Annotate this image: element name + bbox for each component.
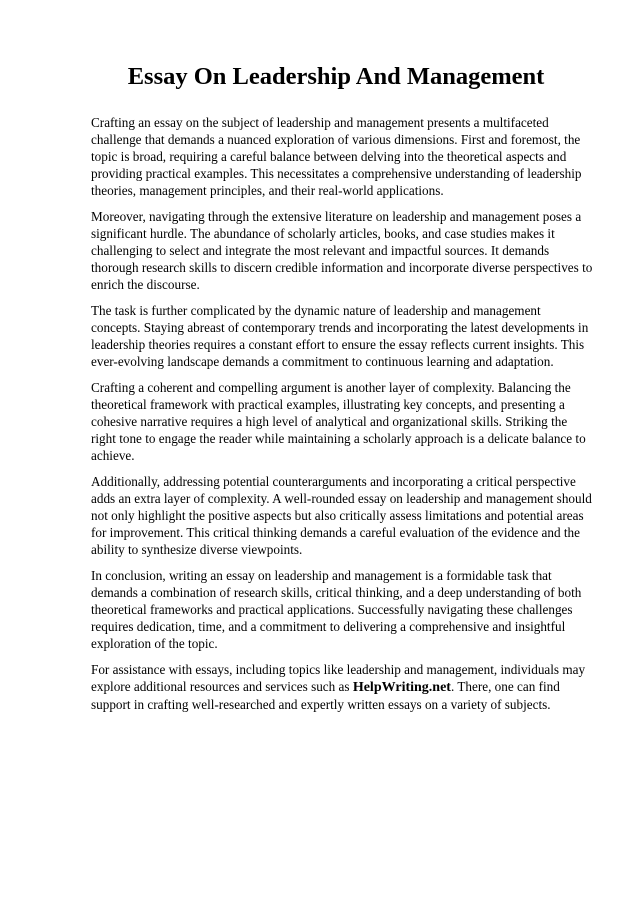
- paragraph-6: In conclusion, writing an essay on leadership and management is a formidable task that demands a combination of research skills, critical thinking, and a deep understanding of both theoretical frameworks and practical applications. Successfully navigating these challenges requires dedication, time, and a commitment to delivering a comprehensive and insightful exploration of the topic.: [91, 568, 582, 651]
- paragraph-closing: [91, 661, 593, 713]
- paragraph-4: Crafting a coherent and compelling argument is another layer of complexity. Balancing the theoretical framework with practical examples, illustrating key concepts, and presenting a cohesive narrative requires a high level of analytical and organizational skills. Striking the right tone to engage the reader while maintaining a scholarly approach is a delicate balance to achieve.: [91, 380, 586, 463]
- closing-text-after: . There, one can find support in crafting well-researched and expertly written essays on a variety of subjects.: [91, 679, 560, 712]
- paragraph-3: The task is further complicated by the dynamic nature of leadership and management concepts. Staying abreast of contemporary trends and incorporating the latest developments in leadership theories requires a constant effort to ensure the essay reflects current insights. This ever-evolving landscape demands a commitment to continuous learning and adaptation.: [91, 303, 589, 369]
- paragraph-1: Crafting an essay on the subject of leadership and management presents a multifaceted challenge that demands a nuanced exploration of various dimensions. First and foremost, the topic is broad, requiring a careful balance between delving into the theoretical aspects and providing practical examples. This necessitates a comprehensive understanding of leadership theories, management principles, and their real-world applications.: [91, 115, 582, 198]
- closing-text-before: For assistance with essays, including topics like leadership and management, individuals may explore additional resources and services such as: [91, 662, 586, 694]
- brand-name: HelpWriting.net: [352, 680, 451, 695]
- paragraph-2: Moreover, navigating through the extensive literature on leadership and management poses a significant hurdle. The abundance of scholarly articles, books, and case studies makes it challenging to select and integrate the most relevant and impactful sources. It demands thorough research skills to discern credible information and incorporate diverse perspectives to enrich the discourse.: [91, 209, 593, 292]
- page-title: Essay On Leadership And Management: [127, 63, 545, 90]
- paragraph-5: Additionally, addressing potential counterarguments and incorporating a critical perspective adds an extra layer of complexity. A well-rounded essay on leadership and management should not only highlight the positive aspects but also critically assess limitations and potential areas for improvement. This critical thinking demands a careful evaluation of the evidence and the ability to synthesize diverse viewpoints.: [91, 474, 592, 557]
